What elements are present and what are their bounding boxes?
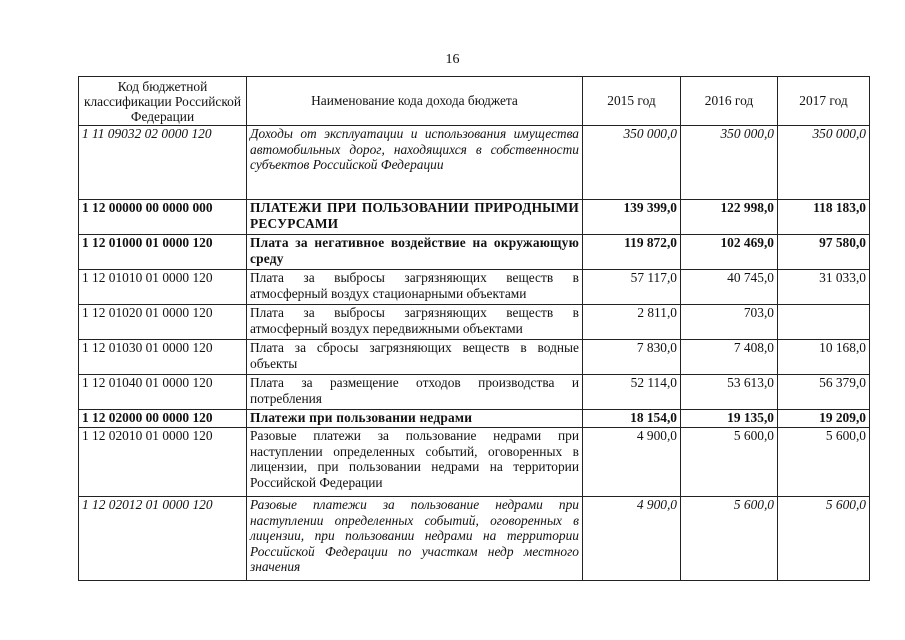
value-2015-cell: 350 000,0 [583, 126, 681, 200]
value-2016-cell: 122 998,0 [681, 200, 778, 235]
value-2017-cell [778, 305, 870, 340]
table-header-row [79, 77, 870, 126]
name-cell: Плата за выбросы загрязняющих веществ в атмосферный воздух стационарными объектами [247, 270, 583, 305]
page-number: 16 [445, 52, 460, 67]
code-cell: 1 12 02010 01 0000 120 [79, 428, 247, 497]
name-cell: Платежи при пользовании недрами [247, 410, 583, 428]
name-cell: ПЛАТЕЖИ ПРИ ПОЛЬЗОВАНИИ ПРИРОДНЫМИ РЕСУРСАМИ [247, 200, 583, 235]
value-2015-cell: 57 117,0 [583, 270, 681, 305]
value-2015-cell: 18 154,0 [583, 410, 681, 428]
value-2015-cell: 119 872,0 [583, 235, 681, 270]
value-2015-cell: 7 830,0 [583, 340, 681, 375]
code-cell: 1 12 02000 00 0000 120 [79, 410, 247, 428]
value-2015-cell: 4 900,0 [583, 428, 681, 497]
table-row [79, 497, 870, 581]
header-2016: 2016 год [681, 77, 778, 126]
value-2015-cell: 2 811,0 [583, 305, 681, 340]
code-cell: 1 12 01000 01 0000 120 [79, 235, 247, 270]
value-2016-cell: 102 469,0 [681, 235, 778, 270]
value-2016-cell: 53 613,0 [681, 375, 778, 410]
value-2017-cell: 118 183,0 [778, 200, 870, 235]
name-cell: Разовые платежи за пользование недрами при наступлении определенных событий, оговоренных в лицензии, при пользовании недрами на территории Российской Федерации по участкам недр местного значения [247, 497, 583, 581]
value-2017-cell: 31 033,0 [778, 270, 870, 305]
name-cell: Плата за размещение отходов производства и потребления [247, 375, 583, 410]
value-2016-cell: 703,0 [681, 305, 778, 340]
value-2016-cell: 40 745,0 [681, 270, 778, 305]
value-2016-cell: 5 600,0 [681, 497, 778, 581]
value-2015-cell: 4 900,0 [583, 497, 681, 581]
table-row [79, 375, 870, 410]
code-cell: 1 12 01010 01 0000 120 [79, 270, 247, 305]
name-cell: Плата за выбросы загрязняющих веществ в атмосферный воздух передвижными объектами [247, 305, 583, 340]
code-cell: 1 12 02012 01 0000 120 [79, 497, 247, 581]
table-row [79, 270, 870, 305]
name-cell: Плата за сбросы загрязняющих веществ в водные объекты [247, 340, 583, 375]
code-cell: 1 12 01040 01 0000 120 [79, 375, 247, 410]
table-row [79, 428, 870, 497]
table-row [79, 305, 870, 340]
header-2017: 2017 год [778, 77, 870, 126]
value-2017-cell: 19 209,0 [778, 410, 870, 428]
value-2017-cell: 10 168,0 [778, 340, 870, 375]
name-cell: Плата за негативное воздействие на окружающую среду [247, 235, 583, 270]
code-cell: 1 11 09032 02 0000 120 [79, 126, 247, 200]
value-2015-cell: 52 114,0 [583, 375, 681, 410]
value-2016-cell: 7 408,0 [681, 340, 778, 375]
value-2017-cell: 350 000,0 [778, 126, 870, 200]
name-cell: Доходы от эксплуатации и использования имущества автомобильных дорог, находящихся в собственности субъектов Российской Федерации [247, 126, 583, 200]
value-2016-cell: 350 000,0 [681, 126, 778, 200]
value-2015-cell: 139 399,0 [583, 200, 681, 235]
table-row [79, 235, 870, 270]
table-row [79, 126, 870, 200]
name-cell: Разовые платежи за пользование недрами при наступлении определенных событий, оговоренных в лицензии, при пользовании недрами на территории Российской Федерации [247, 428, 583, 497]
value-2016-cell: 19 135,0 [681, 410, 778, 428]
value-2017-cell: 56 379,0 [778, 375, 870, 410]
value-2017-cell: 5 600,0 [778, 497, 870, 581]
value-2017-cell: 97 580,0 [778, 235, 870, 270]
value-2016-cell: 5 600,0 [681, 428, 778, 497]
table-row [79, 340, 870, 375]
table-row [79, 410, 870, 428]
budget-revenue-table [78, 76, 870, 581]
table-row [79, 200, 870, 235]
header-name: Наименование кода дохода бюджета [247, 77, 583, 126]
header-code: Код бюджетной классификации Российской Федерации [79, 77, 247, 126]
value-2017-cell: 5 600,0 [778, 428, 870, 497]
header-2015: 2015 год [583, 77, 681, 126]
code-cell: 1 12 01030 01 0000 120 [79, 340, 247, 375]
code-cell: 1 12 01020 01 0000 120 [79, 305, 247, 340]
code-cell: 1 12 00000 00 0000 000 [79, 200, 247, 235]
